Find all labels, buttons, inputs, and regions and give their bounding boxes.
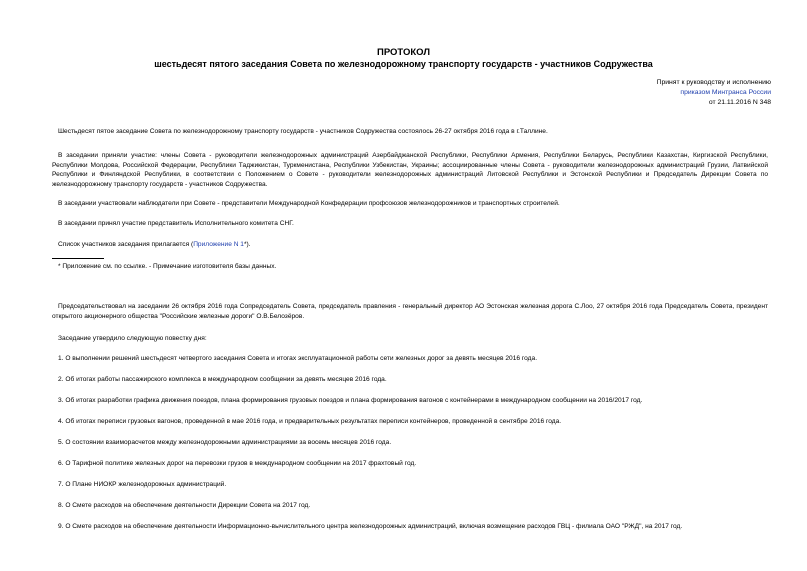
- paragraph-agenda-intro: Заседание утвердило следующую повестку дня:: [58, 335, 207, 342]
- paragraph-participants-list: [52, 240, 768, 250]
- appendix-1-link[interactable]: Приложение N 1: [193, 241, 244, 248]
- footnote: * Приложение см. по ссылке. - Примечание изготовителя базы данных.: [58, 263, 277, 270]
- footnote-divider: [52, 258, 104, 259]
- paragraph-participants: В заседании приняли участие: члены Совета - руководители железнодорожных администраций Азербайджанской Республики, Республики Армения, Республики Беларусь, Республики Казахстан, Киргизской Республики, Республики Молдова, Российской Федерации, Республики Таджикистан, Туркменистана, Республики Узбекистан, Украины; ассоциированные члены Совета - руководители железнодорожных администраций Грузии, Латвийской Республики и Финляндской Республики, в соответствии с Положением о Совете - руководители железнодорожных администраций Литовской Республики и Эстонской Республики и Председатель Дирекции Совета по железнодорожному транспорту государств - участников Содружества.: [52, 152, 768, 188]
- agenda-item: 2. Об итогах работы пассажирского комплекса в международном сообщении за девять месяцев 2016 года.: [58, 376, 387, 383]
- agenda-item: 7. О Плане НИОКР железнодорожных администраций.: [58, 481, 227, 488]
- participants-list-text: Список участников заседания прилагается (: [58, 241, 194, 248]
- agenda-item: 3. Об итогах разработки графика движения поездов, плана формирования грузовых поездов и плана формирования вагонов с контейнерами в международном сообщении на 2016/2017 год.: [58, 397, 643, 404]
- document-title: ПРОТОКОЛ: [376, 47, 430, 58]
- approval-block: [657, 78, 771, 108]
- approval-line-1: Принят к руководству и исполнению: [656, 79, 771, 86]
- approval-date: от 21.11.2016 N 348: [708, 99, 771, 106]
- agenda-item: 1. О выполнении решений шестьдесят четвертого заседания Совета и итогах эксплуатационной работы сети железных дорог за девять месяцев 2016 года.: [58, 355, 538, 362]
- paragraph-session: Шестьдесят пятое заседание Совета по железнодорожному транспорту государств - участников Содружества состоялось 26-27 октября 2016 года в г.Таллине.: [58, 128, 548, 135]
- document-subtitle: шестьдесят пятого заседания Совета по железнодорожному транспорту государств - участников Содружества: [154, 59, 653, 69]
- order-link[interactable]: приказом Минтранса России: [680, 89, 771, 96]
- paragraph-observers: В заседании участвовали наблюдатели при Совете - представители Международной Конфедерации профсоюзов железнодорожников и транспортных строителей.: [58, 200, 560, 207]
- agenda-item: 5. О состоянии взаиморасчетов между железнодорожными администрациями за восемь месяцев 2016 года.: [58, 439, 392, 446]
- agenda-item: 8. О Смете расходов на обеспечение деятельности Дирекции Совета на 2017 год.: [58, 502, 311, 509]
- paragraph-chair: Председательствовал на заседании 26 октября 2016 года Сопредседатель Совета, председатель правления - генеральный директор АО Эстонская железная дорога С.Лоо, 27 октября 2016 года Председатель Совета, президент открытого акционерного общества "Российские железные дороги" О.В.Белозёров.: [52, 303, 768, 320]
- participants-list-tail: *).: [243, 241, 251, 248]
- agenda-item: 4. Об итогах переписи грузовых вагонов, проведенной в мае 2016 года, и предварительных результатах переписи контейнеров, проведенной в сентябре 2016 года.: [58, 418, 562, 425]
- paragraph-cis-committee: В заседании принял участие представитель Исполнительного комитета СНГ.: [58, 220, 294, 227]
- agenda-item: 9. О Смете расходов на обеспечение деятельности Информационно-вычислительного центра железнодорожных администраций, включая возмещение расходов ГВЦ - филиала ОАО "РЖД", на 2017 год.: [58, 523, 683, 530]
- agenda-item: 6. О Тарифной политике железных дорог на перевозки грузов в международном сообщении на 2017 фрахтовый год.: [58, 460, 417, 467]
